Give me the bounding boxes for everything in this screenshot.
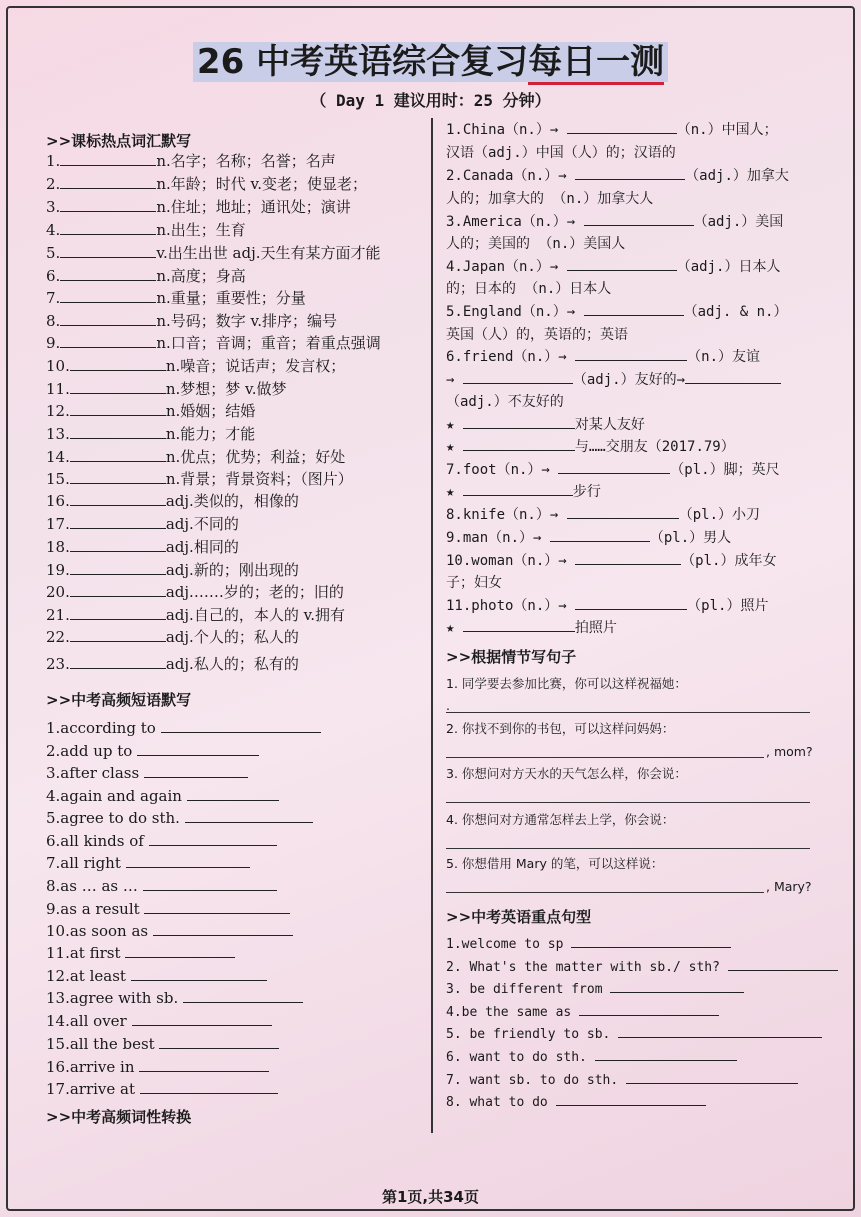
phrase-blank[interactable]	[143, 877, 277, 891]
vocab-item	[46, 514, 239, 534]
column-divider	[431, 118, 433, 1133]
conversion-target: （pl.）小刀	[678, 507, 761, 523]
conversion-blank[interactable]	[567, 120, 677, 134]
phrase-item	[46, 988, 303, 1008]
conversion-item	[446, 528, 731, 548]
phrase-item	[46, 1011, 272, 1031]
pattern-item	[446, 957, 838, 978]
phrase-text: 10.as soon as	[46, 922, 149, 940]
conversion-target: （pl.）脚；英尺	[670, 462, 780, 478]
conversion-item	[446, 551, 776, 571]
conversion-blank[interactable]	[558, 460, 670, 474]
phrase-text: 1.according to	[46, 719, 156, 737]
vocab-blank[interactable]	[70, 515, 166, 529]
conversion-source: 4.Japan（n.）→	[446, 259, 559, 275]
conversion-blank[interactable]	[584, 212, 694, 226]
conversion-source: 6.friend（n.）→	[446, 349, 567, 365]
conversion-item	[446, 234, 625, 254]
vocab-item	[46, 447, 345, 467]
pattern-item	[446, 1047, 737, 1068]
phrase-blank[interactable]	[159, 1035, 279, 1049]
conversion-blank[interactable]	[463, 415, 575, 429]
vocab-item	[46, 491, 299, 511]
section-title-word-forms: >>中考高频词性转换	[46, 1108, 192, 1126]
conversion-source: 7.foot（n.）→	[446, 462, 550, 478]
vocab-blank[interactable]	[70, 448, 166, 462]
phrase-blank[interactable]	[132, 1012, 272, 1026]
vocab-definition: adj.……岁的；老的；旧的	[165, 583, 344, 601]
situation-question: 1. 同学要去参加比赛，你可以这样祝福她：	[446, 676, 687, 691]
phrase-text: 15.all the best	[46, 1035, 155, 1053]
phrase-text: 11.at first	[46, 944, 121, 962]
vocab-item	[46, 424, 255, 444]
vocab-blank[interactable]	[70, 561, 166, 575]
vocab-definition: n.名字；名称；名誉；名声	[156, 152, 336, 170]
vocab-item	[46, 605, 345, 625]
phrase-item	[46, 718, 321, 738]
phrase-item	[46, 943, 235, 963]
conversion-source: 3.America（n.）→	[446, 214, 576, 230]
situation-answer-line[interactable]	[446, 892, 764, 893]
situation-answer-line[interactable]	[446, 757, 764, 758]
conversion-source: 子；妇女	[446, 575, 502, 591]
pattern-item	[446, 1024, 822, 1045]
vocab-item	[46, 537, 239, 557]
phrase-blank[interactable]	[131, 967, 267, 981]
conversion-target: （adj.）日本人	[676, 259, 781, 275]
phrase-text: 8.as … as …	[46, 877, 138, 895]
vocab-blank[interactable]	[70, 655, 166, 669]
vocab-definition: n.重量；重要性；分量	[156, 289, 306, 307]
phrase-item	[46, 741, 259, 761]
section-title-situations: >>根据情节写句子	[446, 648, 577, 666]
conversion-target: 步行	[572, 484, 601, 500]
conversion-target: （n.）中国人；	[676, 122, 778, 138]
conversion-item	[446, 279, 611, 299]
conversion-blank[interactable]	[584, 302, 684, 316]
conversion-item	[446, 573, 502, 593]
pattern-item	[446, 979, 744, 1000]
situation-answer-line[interactable]	[446, 712, 810, 713]
conversion-item	[446, 596, 768, 616]
conversion-item	[446, 120, 778, 140]
vocab-item	[46, 333, 381, 353]
conversion-item	[446, 325, 628, 345]
conversion-source: ★	[446, 439, 455, 455]
conversion-source: 11.photo（n.）→	[446, 598, 567, 614]
vocab-number: 23.	[46, 655, 70, 673]
vocab-number: 1.	[46, 152, 61, 170]
phrase-blank[interactable]	[185, 809, 313, 823]
situation-tail: , Mary?	[766, 879, 812, 894]
phrase-text: 16.arrive in	[46, 1058, 135, 1076]
pattern-text: 6. want to do sth.	[446, 1050, 587, 1065]
vocab-definition: n.年龄；时代 v.变老；使显老；	[156, 175, 367, 193]
phrase-text: 9.as a result	[46, 900, 140, 918]
pattern-blank[interactable]	[556, 1092, 706, 1106]
vocab-blank[interactable]	[70, 492, 166, 506]
vocab-item	[46, 469, 353, 489]
phrase-text: 3.after class	[46, 764, 140, 782]
conversion-item	[446, 212, 783, 232]
vocab-number: 20.	[46, 583, 70, 601]
pattern-text: 7. want sb. to do sth.	[446, 1073, 619, 1088]
conversion-target: （adj. & n.）	[683, 304, 788, 320]
conversion-blank[interactable]	[463, 618, 575, 632]
conversion-item	[446, 302, 787, 322]
section-title-phrases: >>中考高频短语默写	[46, 691, 192, 709]
conversion-source: 的；日本的 （n.）日本人	[446, 281, 612, 297]
section-title-patterns: >>中考英语重点句型	[446, 908, 592, 926]
vocab-definition: n.梦想；梦 v.做梦	[165, 380, 287, 398]
vocab-definition: n.能力；才能	[165, 425, 256, 443]
conversion-target: （pl.）照片	[687, 598, 769, 614]
vocab-blank[interactable]	[70, 538, 166, 552]
vocab-number: 7.	[46, 289, 61, 307]
vocab-definition: n.婚姻；结婚	[165, 402, 256, 420]
phrase-item	[46, 808, 313, 828]
vocab-number: 15.	[46, 470, 70, 488]
conversion-source: 10.woman（n.）→	[446, 553, 567, 569]
pattern-text: 1.welcome to sp	[446, 937, 564, 952]
pattern-text: 5. be friendly to sb.	[446, 1027, 611, 1042]
vocab-definition: n.背景；背景资料；（图片）	[165, 470, 353, 488]
vocab-number: 22.	[46, 628, 70, 646]
phrase-blank[interactable]	[144, 764, 248, 778]
phrase-blank[interactable]	[153, 922, 293, 936]
conversion-item	[446, 505, 760, 525]
phrase-blank[interactable]	[125, 944, 235, 958]
conversion-blank[interactable]	[575, 551, 681, 565]
phrase-text: 14.all over	[46, 1012, 127, 1030]
conversion-blank[interactable]	[567, 505, 679, 519]
vocab-blank[interactable]	[60, 221, 156, 235]
vocab-blank[interactable]	[70, 357, 166, 371]
conversion-target: （adj.）加拿大	[685, 168, 789, 184]
vocab-number: 16.	[46, 492, 70, 510]
vocab-definition: n.出生；生育	[156, 221, 246, 239]
vocab-number: 17.	[46, 515, 70, 533]
phrase-blank[interactable]	[140, 1080, 278, 1094]
conversion-blank[interactable]	[567, 257, 677, 271]
phrase-text: 6.all kinds of	[46, 832, 144, 850]
phrase-text: 4.again and again	[46, 787, 182, 805]
vocab-item	[46, 174, 367, 194]
phrase-text: 5.agree to do sth.	[46, 809, 180, 827]
vocab-blank[interactable]	[70, 425, 166, 439]
vocab-definition: adj.不同的	[165, 515, 239, 533]
situation-tail: , mom?	[766, 744, 813, 759]
vocab-definition: adj.相同的	[165, 538, 239, 556]
vocab-blank[interactable]	[60, 198, 156, 212]
vocab-item	[46, 266, 246, 286]
vocab-item	[46, 379, 287, 399]
vocab-blank[interactable]	[70, 606, 166, 620]
situation-answer-line[interactable]	[446, 802, 810, 803]
conversion-item	[446, 166, 789, 186]
conversion-source: →	[446, 372, 455, 388]
phrase-item	[46, 899, 290, 919]
conversion-source: 汉语（adj.）中国（人）的；汉语的	[446, 145, 676, 161]
conversion-target: 拍照片	[574, 620, 617, 636]
conversion-item	[446, 370, 781, 390]
pattern-text: 2. What's the matter with sb./ sth?	[446, 960, 720, 975]
phrase-blank[interactable]	[126, 854, 250, 868]
conversion-source: （adj.）不友好的	[446, 394, 564, 410]
pattern-blank[interactable]	[610, 979, 744, 993]
conversion-item	[446, 143, 676, 163]
vocab-definition: n.噪音；说话声；发言权；	[165, 357, 346, 375]
pattern-item	[446, 1002, 719, 1023]
conversion-blank[interactable]	[550, 528, 650, 542]
phrase-blank[interactable]	[161, 719, 321, 733]
situation-dot: .	[446, 698, 450, 713]
situation-answer-line[interactable]	[446, 848, 810, 849]
conversion-target: 与……交朋友（2017.79）	[574, 439, 735, 455]
conversion-item	[446, 618, 617, 638]
conversion-source: ★	[446, 620, 455, 636]
conversion-item	[446, 347, 760, 367]
vocab-number: 2.	[46, 175, 61, 193]
conversion-item	[446, 392, 564, 412]
phrase-item	[46, 1079, 278, 1099]
conversion-blank[interactable]	[463, 482, 573, 496]
phrase-item	[46, 876, 277, 896]
phrase-blank[interactable]	[137, 742, 259, 756]
pattern-blank[interactable]	[571, 934, 731, 948]
vocab-number: 4.	[46, 221, 61, 239]
vocab-item	[46, 356, 345, 376]
vocab-number: 13.	[46, 425, 70, 443]
vocab-number: 3.	[46, 198, 61, 216]
vocab-number: 9.	[46, 334, 61, 352]
vocab-definition: adj.私人的；私有的	[165, 655, 299, 673]
conversion-target: （pl.）男人	[649, 530, 732, 546]
pattern-text: 3. be different from	[446, 982, 603, 997]
conversion-source: ★	[446, 484, 455, 500]
vocab-definition: n.号码；数字 v.排序；编号	[156, 312, 337, 330]
vocab-blank[interactable]	[60, 334, 156, 348]
vocab-blank[interactable]	[70, 380, 166, 394]
page-subtitle: （ Day 1 建议用时：25 分钟）	[310, 91, 551, 110]
conversion-item	[446, 415, 645, 435]
vocab-definition: adj.类似的，相像的	[165, 492, 299, 510]
phrase-item	[46, 763, 248, 783]
vocab-definition: n.优点；优势；利益；好处	[165, 448, 346, 466]
section-title-vocab: >>课标热点词汇默写	[46, 132, 192, 150]
pattern-blank[interactable]	[579, 1002, 719, 1016]
vocab-number: 21.	[46, 606, 70, 624]
conversion-target: （n.）友谊	[687, 349, 761, 365]
conversion-blank[interactable]	[575, 166, 685, 180]
conversion-target: （adj.）友好的→	[572, 372, 686, 388]
pattern-item	[446, 1070, 798, 1091]
conversion-blank[interactable]	[685, 370, 781, 384]
phrase-blank[interactable]	[183, 989, 303, 1003]
conversion-source: 1.China（n.）→	[446, 122, 559, 138]
phrase-item	[46, 966, 267, 986]
pattern-item	[446, 934, 731, 955]
vocab-number: 12.	[46, 402, 70, 420]
vocab-item	[46, 401, 255, 421]
vocab-number: 19.	[46, 561, 70, 579]
pattern-blank[interactable]	[618, 1024, 822, 1038]
conversion-source: ★	[446, 417, 455, 433]
conversion-item	[446, 482, 601, 502]
vocab-item	[46, 151, 336, 171]
vocab-blank[interactable]	[60, 152, 156, 166]
phrase-item	[46, 786, 279, 806]
vocab-blank[interactable]	[60, 312, 156, 326]
phrase-item	[46, 831, 277, 851]
conversion-blank[interactable]	[463, 370, 573, 384]
page-title: 26 中考英语综合复习每日一测	[0, 34, 861, 83]
vocab-item	[46, 220, 246, 240]
vocab-blank[interactable]	[60, 289, 156, 303]
phrase-item	[46, 1034, 279, 1054]
conversion-source: 5.England（n.）→	[446, 304, 576, 320]
conversion-target: （pl.）成年女	[681, 553, 777, 569]
vocab-item	[46, 560, 299, 580]
vocab-definition: v.出生出世 adj.天生有某方面才能	[156, 244, 381, 262]
pattern-text: 4.be the same as	[446, 1005, 572, 1020]
situation-question: 4. 你想问对方通常怎样去上学，你会说：	[446, 812, 675, 827]
phrase-text: 12.at least	[46, 967, 126, 985]
vocab-definition: adj.个人的；私人的	[165, 628, 299, 646]
conversion-blank[interactable]	[575, 596, 687, 610]
phrase-text: 17.arrive at	[46, 1080, 136, 1098]
vocab-item	[46, 311, 337, 331]
phrase-text: 7.all right	[46, 854, 121, 872]
pattern-blank[interactable]	[595, 1047, 737, 1061]
vocab-item	[46, 582, 344, 602]
situation-question: 5. 你想借用 Mary 的笔，可以这样说：	[446, 856, 664, 871]
conversion-source: 人的；加拿大的 （n.）加拿大人	[446, 191, 654, 207]
vocab-number: 10.	[46, 357, 70, 375]
vocab-definition: adj.新的；刚出现的	[165, 561, 299, 579]
vocab-number: 14.	[46, 448, 70, 466]
conversion-item	[446, 437, 735, 457]
vocab-blank[interactable]	[60, 175, 156, 189]
vocab-blank[interactable]	[70, 583, 166, 597]
conversion-source: 2.Canada（n.）→	[446, 168, 567, 184]
vocab-number: 11.	[46, 380, 70, 398]
situation-question: 2. 你找不到你的书包，可以这样问妈妈：	[446, 721, 675, 736]
conversion-item	[446, 189, 653, 209]
phrase-item	[46, 853, 250, 873]
conversion-item	[446, 460, 780, 480]
conversion-blank[interactable]	[463, 437, 575, 451]
vocab-number: 5.	[46, 244, 61, 262]
vocab-blank[interactable]	[60, 267, 156, 281]
phrase-text: 13.agree with sb.	[46, 989, 179, 1007]
phrase-blank[interactable]	[144, 900, 290, 914]
pattern-blank[interactable]	[728, 957, 838, 971]
phrase-item	[46, 921, 293, 941]
vocab-blank[interactable]	[70, 470, 166, 484]
pattern-blank[interactable]	[626, 1070, 798, 1084]
vocab-blank[interactable]	[70, 628, 166, 642]
conversion-source: 英国（人）的，英语的；英语	[446, 327, 628, 343]
vocab-item	[46, 197, 351, 217]
vocab-definition: n.口音；音调；重音；着重点强调	[156, 334, 381, 352]
vocab-item	[46, 288, 306, 308]
vocab-item	[46, 243, 381, 263]
vocab-number: 6.	[46, 267, 61, 285]
page-footer: 第1页,共34页	[381, 1188, 479, 1206]
vocab-blank[interactable]	[70, 402, 166, 416]
phrase-text: 2.add up to	[46, 742, 133, 760]
conversion-source: 8.knife（n.）→	[446, 507, 559, 523]
pattern-item	[446, 1092, 706, 1113]
vocab-blank[interactable]	[60, 244, 156, 258]
conversion-source: 9.man（n.）→	[446, 530, 542, 546]
vocab-number: 18.	[46, 538, 70, 556]
conversion-target: 对某人友好	[574, 417, 645, 433]
conversion-source: 人的；美国的 （n.）美国人	[446, 236, 626, 252]
vocab-item	[46, 654, 299, 674]
phrase-item	[46, 1057, 269, 1077]
pattern-text: 8. what to do	[446, 1095, 548, 1110]
vocab-item	[46, 627, 299, 647]
conversion-target: （adj.）美国	[693, 214, 784, 230]
vocab-definition: n.高度；身高	[156, 267, 246, 285]
situation-question: 3. 你想问对方天水的天气怎么样，你会说：	[446, 766, 687, 781]
vocab-definition: adj.自己的，本人的 v.拥有	[165, 606, 346, 624]
conversion-blank[interactable]	[575, 347, 687, 361]
vocab-number: 8.	[46, 312, 61, 330]
vocab-definition: n.住址；地址；通讯处；演讲	[156, 198, 351, 216]
phrase-blank[interactable]	[149, 832, 277, 846]
conversion-item	[446, 257, 780, 277]
phrase-blank[interactable]	[139, 1058, 269, 1072]
phrase-blank[interactable]	[187, 787, 279, 801]
